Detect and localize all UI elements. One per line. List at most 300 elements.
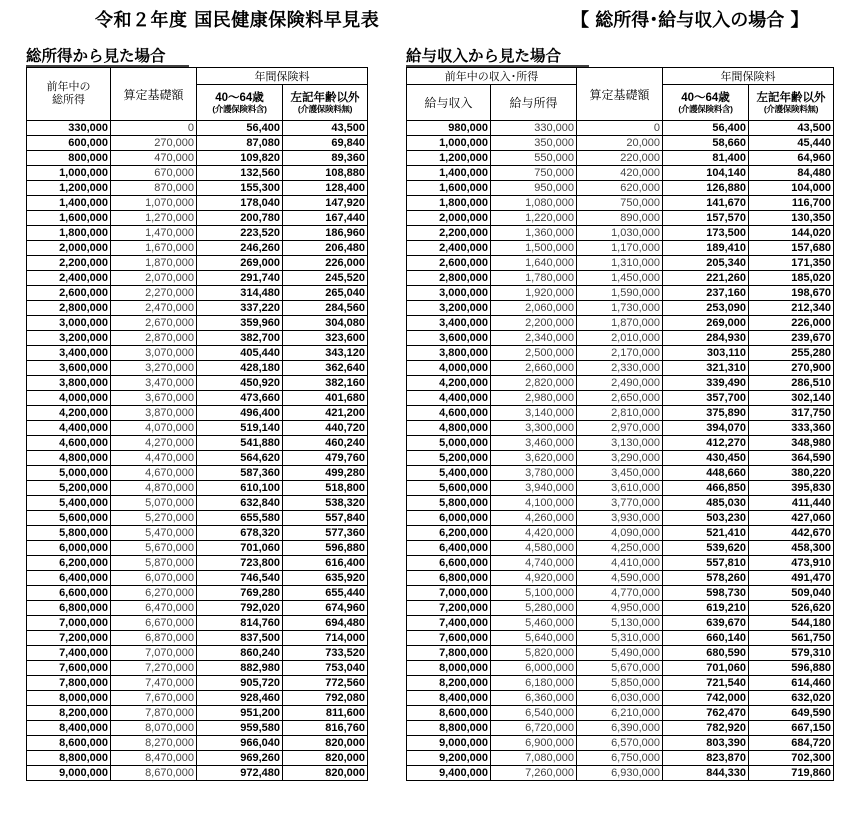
premium-other-cell: 538,320 <box>283 496 368 511</box>
table-row <box>27 121 368 136</box>
premium-40-64-cell: 814,760 <box>197 616 283 631</box>
table-row <box>27 331 368 346</box>
premium-other-cell: 816,760 <box>283 721 368 736</box>
total-income-cell: 330,000 <box>27 121 111 136</box>
premium-other-cell: 460,240 <box>283 436 368 451</box>
table-row <box>27 766 368 781</box>
premium-40-64-cell: 357,700 <box>663 391 749 406</box>
base-amount-cell: 1,170,000 <box>577 241 663 256</box>
table-row <box>407 121 834 136</box>
base-amount-cell: 3,470,000 <box>111 376 197 391</box>
premium-other-cell: 43,500 <box>283 121 368 136</box>
premium-other-cell: 171,350 <box>749 256 834 271</box>
salary-income-cell: 5,200,000 <box>407 451 491 466</box>
premium-40-64-cell: 450,920 <box>197 376 283 391</box>
premium-other-cell: 239,670 <box>749 331 834 346</box>
base-amount-cell: 3,450,000 <box>577 466 663 481</box>
premium-40-64-cell: 314,480 <box>197 286 283 301</box>
base-amount-cell: 5,470,000 <box>111 526 197 541</box>
premium-other-cell: 265,040 <box>283 286 368 301</box>
premium-40-64-cell: 503,230 <box>663 511 749 526</box>
premium-other-cell: 561,750 <box>749 631 834 646</box>
premium-other-cell: 401,680 <box>283 391 368 406</box>
base-amount-cell: 2,070,000 <box>111 271 197 286</box>
base-amount-cell: 5,130,000 <box>577 616 663 631</box>
total-income-cell: 4,200,000 <box>27 406 111 421</box>
premium-40-64-cell: 109,820 <box>197 151 283 166</box>
premium-40-64-cell: 746,540 <box>197 571 283 586</box>
premium-other-cell: 380,220 <box>749 466 834 481</box>
table-row <box>27 466 368 481</box>
premium-other-cell: 421,200 <box>283 406 368 421</box>
base-amount-cell: 8,070,000 <box>111 721 197 736</box>
premium-other-cell: 557,840 <box>283 511 368 526</box>
base-amount-cell: 4,590,000 <box>577 571 663 586</box>
base-amount-cell: 6,210,000 <box>577 706 663 721</box>
premium-other-cell: 304,080 <box>283 316 368 331</box>
base-amount-cell: 1,590,000 <box>577 286 663 301</box>
premium-other-cell: 206,480 <box>283 241 368 256</box>
table-row <box>407 286 834 301</box>
total-income-cell: 7,800,000 <box>27 676 111 691</box>
base-amount-cell: 5,270,000 <box>111 511 197 526</box>
table-row <box>27 601 368 616</box>
salary-earned-cell: 1,640,000 <box>491 256 577 271</box>
premium-40-64-cell: 269,000 <box>663 316 749 331</box>
table-row <box>407 391 834 406</box>
premium-other-cell: 382,160 <box>283 376 368 391</box>
base-amount-cell: 3,670,000 <box>111 391 197 406</box>
premium-40-64-cell: 959,580 <box>197 721 283 736</box>
premium-other-cell: 499,280 <box>283 466 368 481</box>
salary-income-cell: 3,200,000 <box>407 301 491 316</box>
premium-other-cell: 811,600 <box>283 706 368 721</box>
total-income-cell: 3,000,000 <box>27 316 111 331</box>
base-amount-cell: 2,470,000 <box>111 301 197 316</box>
premium-40-64-cell: 205,340 <box>663 256 749 271</box>
premium-other-cell: 479,760 <box>283 451 368 466</box>
table-row <box>407 571 834 586</box>
base-amount-cell: 4,670,000 <box>111 466 197 481</box>
premium-40-64-cell: 223,520 <box>197 226 283 241</box>
salary-income-cell: 6,800,000 <box>407 571 491 586</box>
premium-other-cell: 343,120 <box>283 346 368 361</box>
table-row <box>407 196 834 211</box>
salary-earned-cell: 6,000,000 <box>491 661 577 676</box>
base-amount-cell: 750,000 <box>577 196 663 211</box>
salary-income-cell: 8,000,000 <box>407 661 491 676</box>
premium-40-64-cell: 337,220 <box>197 301 283 316</box>
base-amount-cell: 6,470,000 <box>111 601 197 616</box>
premium-other-cell: 614,460 <box>749 676 834 691</box>
premium-other-cell: 108,880 <box>283 166 368 181</box>
premium-40-64-cell: 321,310 <box>663 361 749 376</box>
base-amount-cell: 3,290,000 <box>577 451 663 466</box>
salary-earned-cell: 3,140,000 <box>491 406 577 421</box>
page-title: 令和２年度 国民健康保険料早見表 <box>95 10 380 31</box>
total-income-cell: 2,000,000 <box>27 241 111 256</box>
other-ages-label: 左記年齢以外 <box>290 91 360 104</box>
salary-earned-cell: 6,360,000 <box>491 691 577 706</box>
premium-40-64-cell: 178,040 <box>197 196 283 211</box>
premium-other-cell: 157,680 <box>749 241 834 256</box>
premium-40-64-cell: 639,670 <box>663 616 749 631</box>
salary-earned-cell: 5,460,000 <box>491 616 577 631</box>
table-row <box>407 346 834 361</box>
premium-40-64-cell: 882,980 <box>197 661 283 676</box>
premium-other-cell: 302,140 <box>749 391 834 406</box>
salary-earned-cell: 350,000 <box>491 136 577 151</box>
base-amount-cell: 6,930,000 <box>577 766 663 781</box>
salary-income-cell: 2,400,000 <box>407 241 491 256</box>
premium-other-cell: 458,300 <box>749 541 834 556</box>
income-table <box>26 67 368 781</box>
base-amount-cell: 1,070,000 <box>111 196 197 211</box>
salary-income-cell: 6,600,000 <box>407 556 491 571</box>
premium-40-64-cell: 428,180 <box>197 361 283 376</box>
premium-other-cell: 362,640 <box>283 361 368 376</box>
base-amount-cell: 5,310,000 <box>577 631 663 646</box>
base-amount-cell: 8,270,000 <box>111 736 197 751</box>
total-income-cell: 7,000,000 <box>27 616 111 631</box>
col-header-other-ages-salary <box>749 85 834 121</box>
table-row <box>27 166 368 181</box>
table-row <box>407 526 834 541</box>
base-amount-cell: 420,000 <box>577 166 663 181</box>
premium-other-cell: 185,020 <box>749 271 834 286</box>
base-amount-cell: 7,670,000 <box>111 691 197 706</box>
salary-income-cell: 1,600,000 <box>407 181 491 196</box>
table-row <box>27 736 368 751</box>
premium-other-cell: 84,480 <box>749 166 834 181</box>
table-row <box>27 631 368 646</box>
base-amount-cell: 890,000 <box>577 211 663 226</box>
premium-40-64-cell: 723,800 <box>197 556 283 571</box>
salary-earned-cell: 1,220,000 <box>491 211 577 226</box>
table-row <box>407 376 834 391</box>
table-row <box>407 511 834 526</box>
salary-income-cell: 980,000 <box>407 121 491 136</box>
premium-other-cell: 104,000 <box>749 181 834 196</box>
premium-40-64-cell: 519,140 <box>197 421 283 436</box>
salary-income-cell: 7,400,000 <box>407 616 491 631</box>
table-row <box>27 226 368 241</box>
base-amount-cell: 3,770,000 <box>577 496 663 511</box>
premium-other-cell: 364,590 <box>749 451 834 466</box>
premium-40-64-cell: 56,400 <box>197 121 283 136</box>
base-amount-cell: 7,270,000 <box>111 661 197 676</box>
base-amount-cell: 2,870,000 <box>111 331 197 346</box>
premium-other-cell: 427,060 <box>749 511 834 526</box>
base-amount-cell: 270,000 <box>111 136 197 151</box>
salary-earned-cell: 7,260,000 <box>491 766 577 781</box>
premium-other-cell: 509,040 <box>749 586 834 601</box>
premium-40-64-cell: 966,040 <box>197 736 283 751</box>
table-row <box>27 316 368 331</box>
base-amount-cell: 4,410,000 <box>577 556 663 571</box>
table-row <box>27 616 368 631</box>
salary-earned-cell: 2,200,000 <box>491 316 577 331</box>
table-row <box>27 421 368 436</box>
premium-other-cell: 579,310 <box>749 646 834 661</box>
table-row <box>27 511 368 526</box>
col-header-salary-earned: 給与所得 <box>491 85 577 121</box>
table-row <box>27 526 368 541</box>
premium-40-64-cell: 104,140 <box>663 166 749 181</box>
total-income-cell: 1,800,000 <box>27 226 111 241</box>
premium-40-64-cell: 678,320 <box>197 526 283 541</box>
table-row <box>407 601 834 616</box>
premium-40-64-cell: 610,100 <box>197 481 283 496</box>
premium-other-cell: 245,520 <box>283 271 368 286</box>
salary-income-cell: 3,000,000 <box>407 286 491 301</box>
premium-40-64-cell: 837,500 <box>197 631 283 646</box>
premium-other-cell: 116,700 <box>749 196 834 211</box>
total-income-cell: 8,400,000 <box>27 721 111 736</box>
table-row <box>407 166 834 181</box>
table-row <box>407 766 834 781</box>
premium-40-64-cell: 81,400 <box>663 151 749 166</box>
base-amount-cell: 6,390,000 <box>577 721 663 736</box>
premium-40-64-cell: 972,480 <box>197 766 283 781</box>
col-header-other-ages <box>283 85 368 121</box>
premium-40-64-cell: 823,870 <box>663 751 749 766</box>
salary-earned-cell: 2,060,000 <box>491 301 577 316</box>
table-row <box>407 676 834 691</box>
salary-earned-cell: 4,580,000 <box>491 541 577 556</box>
table-row <box>27 481 368 496</box>
table-row <box>407 751 834 766</box>
table-row <box>407 646 834 661</box>
premium-40-64-cell: 496,400 <box>197 406 283 421</box>
table-row <box>407 631 834 646</box>
premium-40-64-cell: 246,260 <box>197 241 283 256</box>
premium-other-cell: 753,040 <box>283 661 368 676</box>
salary-earned-cell: 5,100,000 <box>491 586 577 601</box>
table-row <box>407 706 834 721</box>
premium-other-cell: 212,340 <box>749 301 834 316</box>
case-label: 【 総所得･給与収入の場合 】 <box>571 10 809 31</box>
base-amount-cell: 2,270,000 <box>111 286 197 301</box>
total-income-cell: 8,200,000 <box>27 706 111 721</box>
table-row <box>27 646 368 661</box>
premium-other-cell: 544,180 <box>749 616 834 631</box>
premium-other-cell: 577,360 <box>283 526 368 541</box>
premium-40-64-cell: 132,560 <box>197 166 283 181</box>
base-amount-cell: 0 <box>577 121 663 136</box>
salary-income-cell: 5,600,000 <box>407 481 491 496</box>
total-income-cell: 7,600,000 <box>27 661 111 676</box>
salary-income-cell: 2,800,000 <box>407 271 491 286</box>
premium-40-64-cell: 701,060 <box>663 661 749 676</box>
base-amount-cell: 1,470,000 <box>111 226 197 241</box>
total-income-cell: 6,200,000 <box>27 556 111 571</box>
salary-income-cell: 1,200,000 <box>407 151 491 166</box>
salary-income-cell: 6,400,000 <box>407 541 491 556</box>
table-row <box>27 586 368 601</box>
salary-income-cell: 3,800,000 <box>407 346 491 361</box>
table-row <box>407 421 834 436</box>
salary-income-cell: 4,400,000 <box>407 391 491 406</box>
salary-income-cell: 6,200,000 <box>407 526 491 541</box>
premium-40-64-cell: 448,660 <box>663 466 749 481</box>
total-income-cell: 8,000,000 <box>27 691 111 706</box>
salary-earned-cell: 2,340,000 <box>491 331 577 346</box>
premium-40-64-cell: 619,210 <box>663 601 749 616</box>
premium-40-64-cell: 189,410 <box>663 241 749 256</box>
base-amount-cell: 6,570,000 <box>577 736 663 751</box>
col-header-base-amount: 算定基礎額 <box>111 68 197 121</box>
salary-income-cell: 5,800,000 <box>407 496 491 511</box>
table-row <box>27 136 368 151</box>
base-amount-cell: 4,470,000 <box>111 451 197 466</box>
base-amount-cell: 1,730,000 <box>577 301 663 316</box>
premium-40-64-cell: 905,720 <box>197 676 283 691</box>
table-row <box>407 466 834 481</box>
premium-other-cell: 45,440 <box>749 136 834 151</box>
salary-income-cell: 1,400,000 <box>407 166 491 181</box>
table-row <box>27 376 368 391</box>
table-row <box>407 736 834 751</box>
premium-40-64-cell: 485,030 <box>663 496 749 511</box>
premium-other-cell: 286,510 <box>749 376 834 391</box>
base-amount-cell: 3,930,000 <box>577 511 663 526</box>
other-ages-label-salary: 左記年齢以外 <box>756 91 826 104</box>
table-row <box>407 481 834 496</box>
base-amount-cell: 2,490,000 <box>577 376 663 391</box>
base-amount-cell: 2,670,000 <box>111 316 197 331</box>
total-income-cell: 1,000,000 <box>27 166 111 181</box>
base-amount-cell: 5,850,000 <box>577 676 663 691</box>
salary-income-cell: 5,400,000 <box>407 466 491 481</box>
base-amount-cell: 3,870,000 <box>111 406 197 421</box>
total-income-cell: 3,800,000 <box>27 376 111 391</box>
base-amount-cell: 6,670,000 <box>111 616 197 631</box>
total-income-cell: 800,000 <box>27 151 111 166</box>
premium-40-64-cell: 126,880 <box>663 181 749 196</box>
salary-earned-cell: 3,460,000 <box>491 436 577 451</box>
total-income-cell: 2,800,000 <box>27 301 111 316</box>
total-income-cell: 1,600,000 <box>27 211 111 226</box>
total-income-cell: 4,800,000 <box>27 451 111 466</box>
premium-40-64-cell: 721,540 <box>663 676 749 691</box>
total-income-cell: 4,400,000 <box>27 421 111 436</box>
premium-other-cell: 255,280 <box>749 346 834 361</box>
total-income-cell: 3,600,000 <box>27 361 111 376</box>
premium-other-cell: 128,400 <box>283 181 368 196</box>
base-amount-cell: 6,870,000 <box>111 631 197 646</box>
table-row <box>407 136 834 151</box>
total-income-cell: 3,200,000 <box>27 331 111 346</box>
table-row <box>27 691 368 706</box>
salary-earned-cell: 1,780,000 <box>491 271 577 286</box>
base-amount-cell: 5,490,000 <box>577 646 663 661</box>
table-row <box>407 331 834 346</box>
salary-earned-cell: 330,000 <box>491 121 577 136</box>
salary-earned-cell: 2,500,000 <box>491 346 577 361</box>
total-income-cell: 7,400,000 <box>27 646 111 661</box>
salary-earned-cell: 1,360,000 <box>491 226 577 241</box>
table-row <box>407 691 834 706</box>
premium-40-64-cell: 291,740 <box>197 271 283 286</box>
total-income-cell: 6,800,000 <box>27 601 111 616</box>
premium-40-64-cell: 339,490 <box>663 376 749 391</box>
base-amount-cell: 670,000 <box>111 166 197 181</box>
premium-40-64-cell: 253,090 <box>663 301 749 316</box>
table-row <box>27 196 368 211</box>
total-income-cell: 8,800,000 <box>27 751 111 766</box>
col-header-base-amount-salary: 算定基礎額 <box>577 68 663 121</box>
salary-table <box>406 67 834 781</box>
premium-other-cell: 333,360 <box>749 421 834 436</box>
base-amount-cell: 620,000 <box>577 181 663 196</box>
table-row <box>27 556 368 571</box>
premium-other-cell: 89,360 <box>283 151 368 166</box>
base-amount-cell: 8,470,000 <box>111 751 197 766</box>
premium-other-cell: 69,840 <box>283 136 368 151</box>
table-row <box>27 706 368 721</box>
table-row <box>407 301 834 316</box>
base-amount-cell: 0 <box>111 121 197 136</box>
total-income-cell: 6,400,000 <box>27 571 111 586</box>
base-amount-cell: 4,770,000 <box>577 586 663 601</box>
col-header-age-40-64 <box>197 85 283 121</box>
total-income-cell: 4,600,000 <box>27 436 111 451</box>
base-amount-cell: 1,450,000 <box>577 271 663 286</box>
salary-earned-cell: 1,920,000 <box>491 286 577 301</box>
premium-other-cell: 820,000 <box>283 736 368 751</box>
salary-income-cell: 3,400,000 <box>407 316 491 331</box>
total-income-cell: 2,200,000 <box>27 256 111 271</box>
premium-other-cell: 144,020 <box>749 226 834 241</box>
total-income-cell: 1,200,000 <box>27 181 111 196</box>
salary-earned-cell: 4,260,000 <box>491 511 577 526</box>
base-amount-cell: 3,270,000 <box>111 361 197 376</box>
col-header-total-income: 前年中の 総所得 <box>27 68 111 121</box>
salary-earned-cell: 1,080,000 <box>491 196 577 211</box>
base-amount-cell: 6,750,000 <box>577 751 663 766</box>
salary-income-cell: 7,200,000 <box>407 601 491 616</box>
premium-other-cell: 674,960 <box>283 601 368 616</box>
premium-other-cell: 226,000 <box>749 316 834 331</box>
premium-other-cell: 772,560 <box>283 676 368 691</box>
premium-40-64-cell: 56,400 <box>663 121 749 136</box>
salary-earned-cell: 6,180,000 <box>491 676 577 691</box>
salary-income-cell: 8,600,000 <box>407 706 491 721</box>
salary-income-cell: 2,200,000 <box>407 226 491 241</box>
premium-40-64-cell: 660,140 <box>663 631 749 646</box>
table-row <box>27 676 368 691</box>
salary-earned-cell: 3,620,000 <box>491 451 577 466</box>
salary-income-cell: 7,000,000 <box>407 586 491 601</box>
section-title-income: 総所得から見た場合 <box>26 47 166 65</box>
table-row <box>407 436 834 451</box>
premium-40-64-cell: 58,660 <box>663 136 749 151</box>
premium-other-cell: 43,500 <box>749 121 834 136</box>
premium-40-64-cell: 928,460 <box>197 691 283 706</box>
premium-40-64-cell: 969,260 <box>197 751 283 766</box>
salary-earned-cell: 4,100,000 <box>491 496 577 511</box>
salary-income-cell: 4,800,000 <box>407 421 491 436</box>
premium-40-64-cell: 221,260 <box>663 271 749 286</box>
salary-earned-cell: 3,780,000 <box>491 466 577 481</box>
premium-40-64-cell: 394,070 <box>663 421 749 436</box>
premium-40-64-cell: 521,410 <box>663 526 749 541</box>
premium-40-64-cell: 269,000 <box>197 256 283 271</box>
total-income-cell: 8,600,000 <box>27 736 111 751</box>
table-row <box>407 211 834 226</box>
total-income-cell: 5,000,000 <box>27 466 111 481</box>
